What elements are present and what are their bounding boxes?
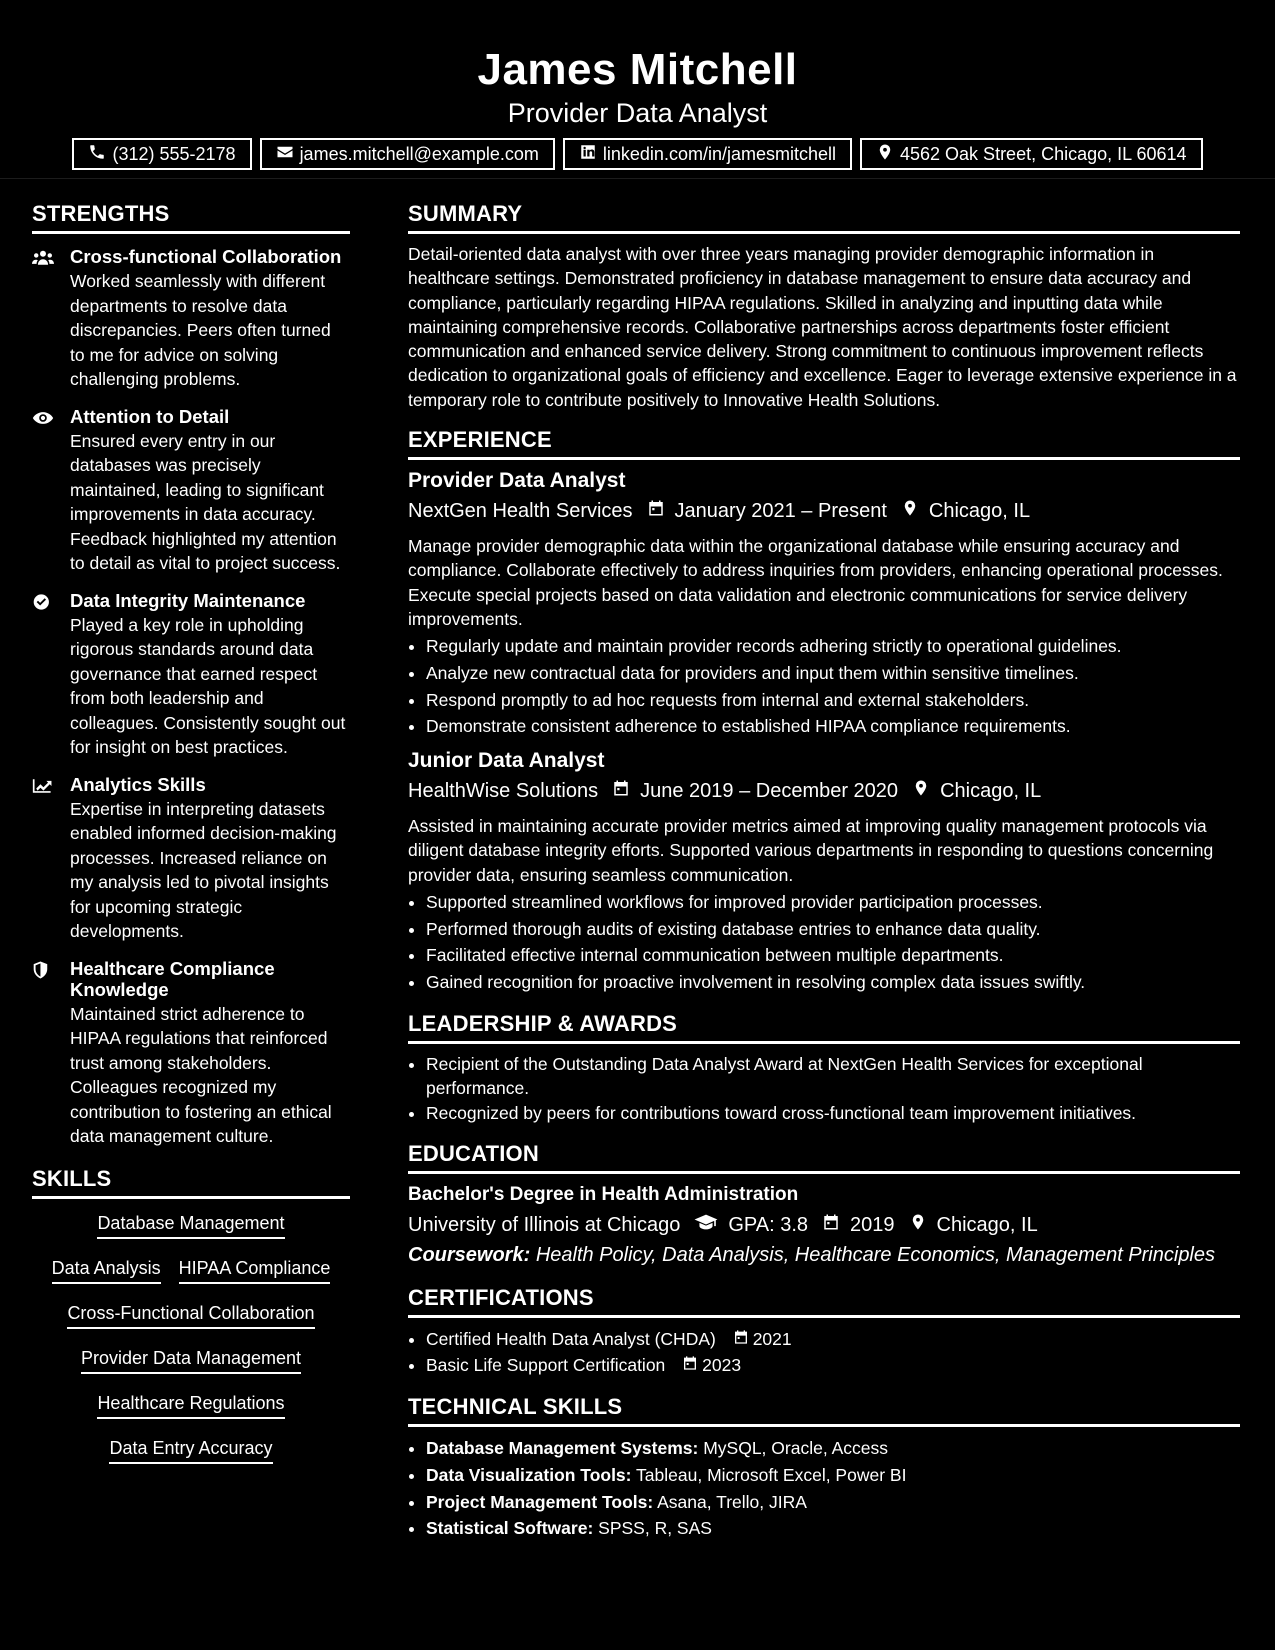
strength-title: Analytics Skills: [70, 773, 206, 795]
left-column: [32, 200, 350, 1481]
certifications-heading: CERTIFICATIONS: [408, 1284, 594, 1310]
tech-value: Tableau, Microsoft Excel, Power BI: [636, 1464, 907, 1485]
phone-icon: [88, 143, 106, 166]
job-bullet: • Respond promptly to ad hoc requests from internal and external stakeholders.: [426, 687, 1240, 714]
leadership-section: [408, 1010, 1240, 1126]
map-pin-icon: [895, 1210, 937, 1240]
job-bullet: • Supported streamlined workflows for improved provider participation processes.: [426, 889, 1240, 916]
tech-label: Statistical Software:: [426, 1518, 594, 1539]
summary-heading: SUMMARY: [408, 201, 523, 226]
phone-text: (312) 555-2178: [112, 143, 236, 164]
job-bullet: • Performed thorough audits of existing database entries to enhance data quality.: [426, 916, 1240, 943]
linkedin-icon: [579, 143, 597, 166]
job-bullet: • Regularly update and maintain provider records adhering strictly to operational guidelines.: [426, 633, 1240, 660]
job-bullet: • Analyze new contractual data for providers and input them within sensitive timelines.: [426, 660, 1240, 687]
strength-desc: Worked seamlessly with different departments to resolve data discrepancies. Peers often turned to me for advice on solving challenging problems.: [70, 271, 331, 389]
job-title: Provider Data Analyst: [408, 469, 626, 493]
section-rule: [408, 1171, 1240, 1174]
tech-item: [426, 1435, 1240, 1462]
contact-bar: [0, 138, 1275, 170]
contact-linkedin[interactable]: [563, 138, 852, 170]
skill-tag: Provider Data Management: [81, 1346, 301, 1374]
cert-list: [408, 1326, 1240, 1379]
technical-heading: TECHNICAL SKILLS: [408, 1394, 623, 1420]
email-text: james.mitchell@example.com: [299, 143, 539, 164]
section-rule: [408, 457, 1240, 460]
strength-item: [32, 406, 350, 576]
job-bullet: • Gained recognition for proactive involvement in resolving complex data issues swiftly.: [426, 969, 1240, 996]
technical-skills-section: [408, 1393, 1240, 1542]
job-entry: [408, 748, 1240, 996]
cert-year: 2021: [752, 1328, 792, 1349]
calendar-icon: [682, 1352, 702, 1379]
education-meta: [408, 1210, 1240, 1240]
gpa-text: GPA: 3.8: [728, 1213, 809, 1236]
strength-item: [32, 590, 350, 760]
tech-label: Data Visualization Tools:: [426, 1464, 632, 1485]
chart-line-icon: [32, 774, 70, 944]
section-rule: [408, 1041, 1240, 1044]
tech-label: Project Management Tools:: [426, 1491, 654, 1512]
users-icon: [32, 246, 70, 392]
job-bullets: [408, 889, 1240, 996]
company-name: NextGen Health Services: [408, 500, 633, 523]
cert-item: [426, 1326, 1240, 1353]
award-item: • Recognized by peers for contributions toward cross-functional team improvement initiatives.: [426, 1100, 1240, 1126]
company-name: HealthWise Solutions: [408, 780, 599, 803]
calendar-icon: [598, 776, 640, 806]
job-location: Chicago, IL: [940, 780, 1042, 803]
contact-address: [860, 138, 1203, 170]
address-text: 4562 Oak Street, Chicago, IL 60614: [900, 143, 1187, 164]
strengths-heading: STRENGTHS: [32, 201, 170, 226]
strength-desc: Ensured every entry in our databases was precisely maintained, leading to significant improvements in data accuracy. Feedback highlighted my attention to detail as vital to project success.: [70, 430, 341, 573]
candidate-title: Provider Data Analyst: [507, 98, 768, 128]
tech-value: Asana, Trello, JIRA: [657, 1491, 807, 1512]
linkedin-text: linkedin.com/in/jamesmitchell: [602, 143, 836, 164]
section-rule: [32, 231, 350, 234]
strength-title: Data Integrity Maintenance: [70, 589, 306, 611]
education-section: [408, 1140, 1240, 1270]
strength-title: Cross-functional Collaboration: [70, 246, 342, 267]
cert-name: Certified Health Data Analyst (CHDA): [426, 1328, 716, 1349]
job-bullets: [408, 633, 1240, 740]
map-pin-icon: [876, 143, 894, 166]
tech-value: MySQL, Oracle, Access: [703, 1438, 888, 1459]
contact-email[interactable]: [260, 138, 555, 170]
job-bullet: • Demonstrate consistent adherence to established HIPAA compliance requirements.: [426, 713, 1240, 740]
skill-tag: Data Analysis: [52, 1256, 161, 1284]
skill-tag: Cross-Functional Collaboration: [67, 1301, 314, 1329]
summary-section: [408, 200, 1240, 412]
certifications-section: [408, 1284, 1240, 1379]
strength-title: Healthcare Compliance Knowledge: [70, 957, 275, 1000]
tech-item: [426, 1515, 1240, 1542]
check-circle-icon: [32, 590, 70, 760]
candidate-name: James Mitchell: [477, 45, 798, 94]
section-rule: [408, 1315, 1240, 1318]
skill-tag: Data Entry Accuracy: [109, 1436, 272, 1464]
job-title: Junior Data Analyst: [408, 749, 605, 773]
coursework-label: Coursework:: [408, 1243, 531, 1266]
school-location: Chicago, IL: [936, 1213, 1038, 1236]
calendar-icon: [733, 1326, 753, 1353]
map-pin-icon: [898, 776, 940, 806]
map-pin-icon: [887, 496, 929, 526]
section-rule: [408, 231, 1240, 234]
graduation-cap-icon: [680, 1210, 728, 1240]
cert-year: 2023: [702, 1355, 742, 1376]
skill-tag: HIPAA Compliance: [179, 1256, 331, 1284]
job-meta: [408, 496, 1240, 526]
job-meta: [408, 776, 1240, 806]
tech-label: Database Management Systems:: [426, 1438, 699, 1459]
coursework: [408, 1240, 1240, 1270]
calendar-icon: [633, 496, 675, 526]
eye-icon: [32, 406, 70, 576]
job-location: Chicago, IL: [928, 500, 1031, 523]
skill-tag: Healthcare Regulations: [97, 1391, 284, 1419]
tech-list: [408, 1435, 1240, 1542]
calendar-icon: [808, 1210, 850, 1240]
strength-desc: Expertise in interpreting datasets enabled informed decision-making processes. Increased reliance on my analysis led to pivotal insights for upcoming strategic developments.: [70, 798, 337, 941]
experience-heading: EXPERIENCE: [408, 427, 552, 453]
job-dates: June 2019 – December 2020: [640, 780, 899, 803]
job-dates: January 2021 – Present: [674, 500, 887, 523]
header-divider: [0, 178, 1275, 179]
leadership-heading: LEADERSHIP & AWARDS: [408, 1010, 678, 1036]
cert-item: [426, 1352, 1240, 1379]
strengths-section: [32, 200, 350, 1149]
job-description: Manage provider demographic data within the organizational database while ensuring accuracy and compliance. Collaborate effectively to address inquiries from providers, enhancing operational processes. Execute special projects based on data validation and electronic communications for service delivery improvements.: [408, 536, 1223, 629]
envelope-icon: [276, 143, 294, 166]
skills-heading: SKILLS: [32, 1165, 112, 1191]
tech-item: [426, 1462, 1240, 1489]
tech-value: SPSS, R, SAS: [598, 1518, 712, 1539]
experience-section: [408, 426, 1240, 996]
skills-section: [32, 1165, 350, 1481]
strength-item: [32, 958, 350, 1149]
strength-desc: Maintained strict adherence to HIPAA regulations that reinforced trust among stakeholders. Colleagues recognized my contribution to fostering an ethical data management culture.: [70, 1003, 332, 1146]
graduation-year: 2019: [850, 1213, 895, 1236]
coursework-list: Health Policy, Data Analysis, Healthcare Economics, Management Principles: [535, 1243, 1216, 1266]
degree-title: Bachelor's Degree in Health Administration: [408, 1183, 799, 1205]
contact-phone[interactable]: [72, 138, 251, 170]
school-name: University of Illinois at Chicago: [408, 1213, 681, 1236]
skill-tag: Database Management: [97, 1211, 284, 1239]
section-rule: [32, 1196, 350, 1199]
section-rule: [408, 1424, 1240, 1427]
award-item: • Recipient of the Outstanding Data Analyst Award at NextGen Health Services for exceptional performance.: [426, 1052, 1240, 1100]
right-column: [408, 200, 1240, 1556]
cert-name: Basic Life Support Certification: [426, 1355, 666, 1376]
job-description: Assisted in maintaining accurate provider metrics aimed at improving quality management protocols via diligent database integrity efforts. Supported various departments in responding to questions concerning provider data, ensuring seamless communication.: [408, 816, 1214, 885]
strength-desc: Played a key role in upholding rigorous standards around data governance that earned respect from both leadership and colleagues. Consistently sought out for insight on best practices.: [70, 614, 346, 757]
resume-header: [0, 0, 1275, 170]
strength-title: Attention to Detail: [70, 405, 230, 427]
job-entry: [408, 468, 1240, 740]
summary-text: Detail-oriented data analyst with over three years managing provider demographic information in healthcare settings. Demonstrated proficiency in database management to ensure data accuracy and compliance, particularly regarding HIPAA regulations. Skilled in analyzing and inputting data while maintaining comprehensive records. Collaborative partnerships across departments foster efficient communication and enhanced service delivery. Strong commitment to continuous improvement reflects dedication to organizational goals of efficiency and excellence. Eager to leverage extensive experience in a temporary role to contribute positively to Innovative Health Solutions.: [408, 244, 1237, 410]
shield-icon: [32, 958, 70, 1149]
job-bullet: • Facilitated effective internal communication between multiple departments.: [426, 942, 1240, 969]
strength-item: [32, 246, 350, 392]
award-list: [408, 1052, 1240, 1126]
strength-item: [32, 774, 350, 944]
tech-item: [426, 1489, 1240, 1516]
education-heading: EDUCATION: [408, 1140, 539, 1166]
